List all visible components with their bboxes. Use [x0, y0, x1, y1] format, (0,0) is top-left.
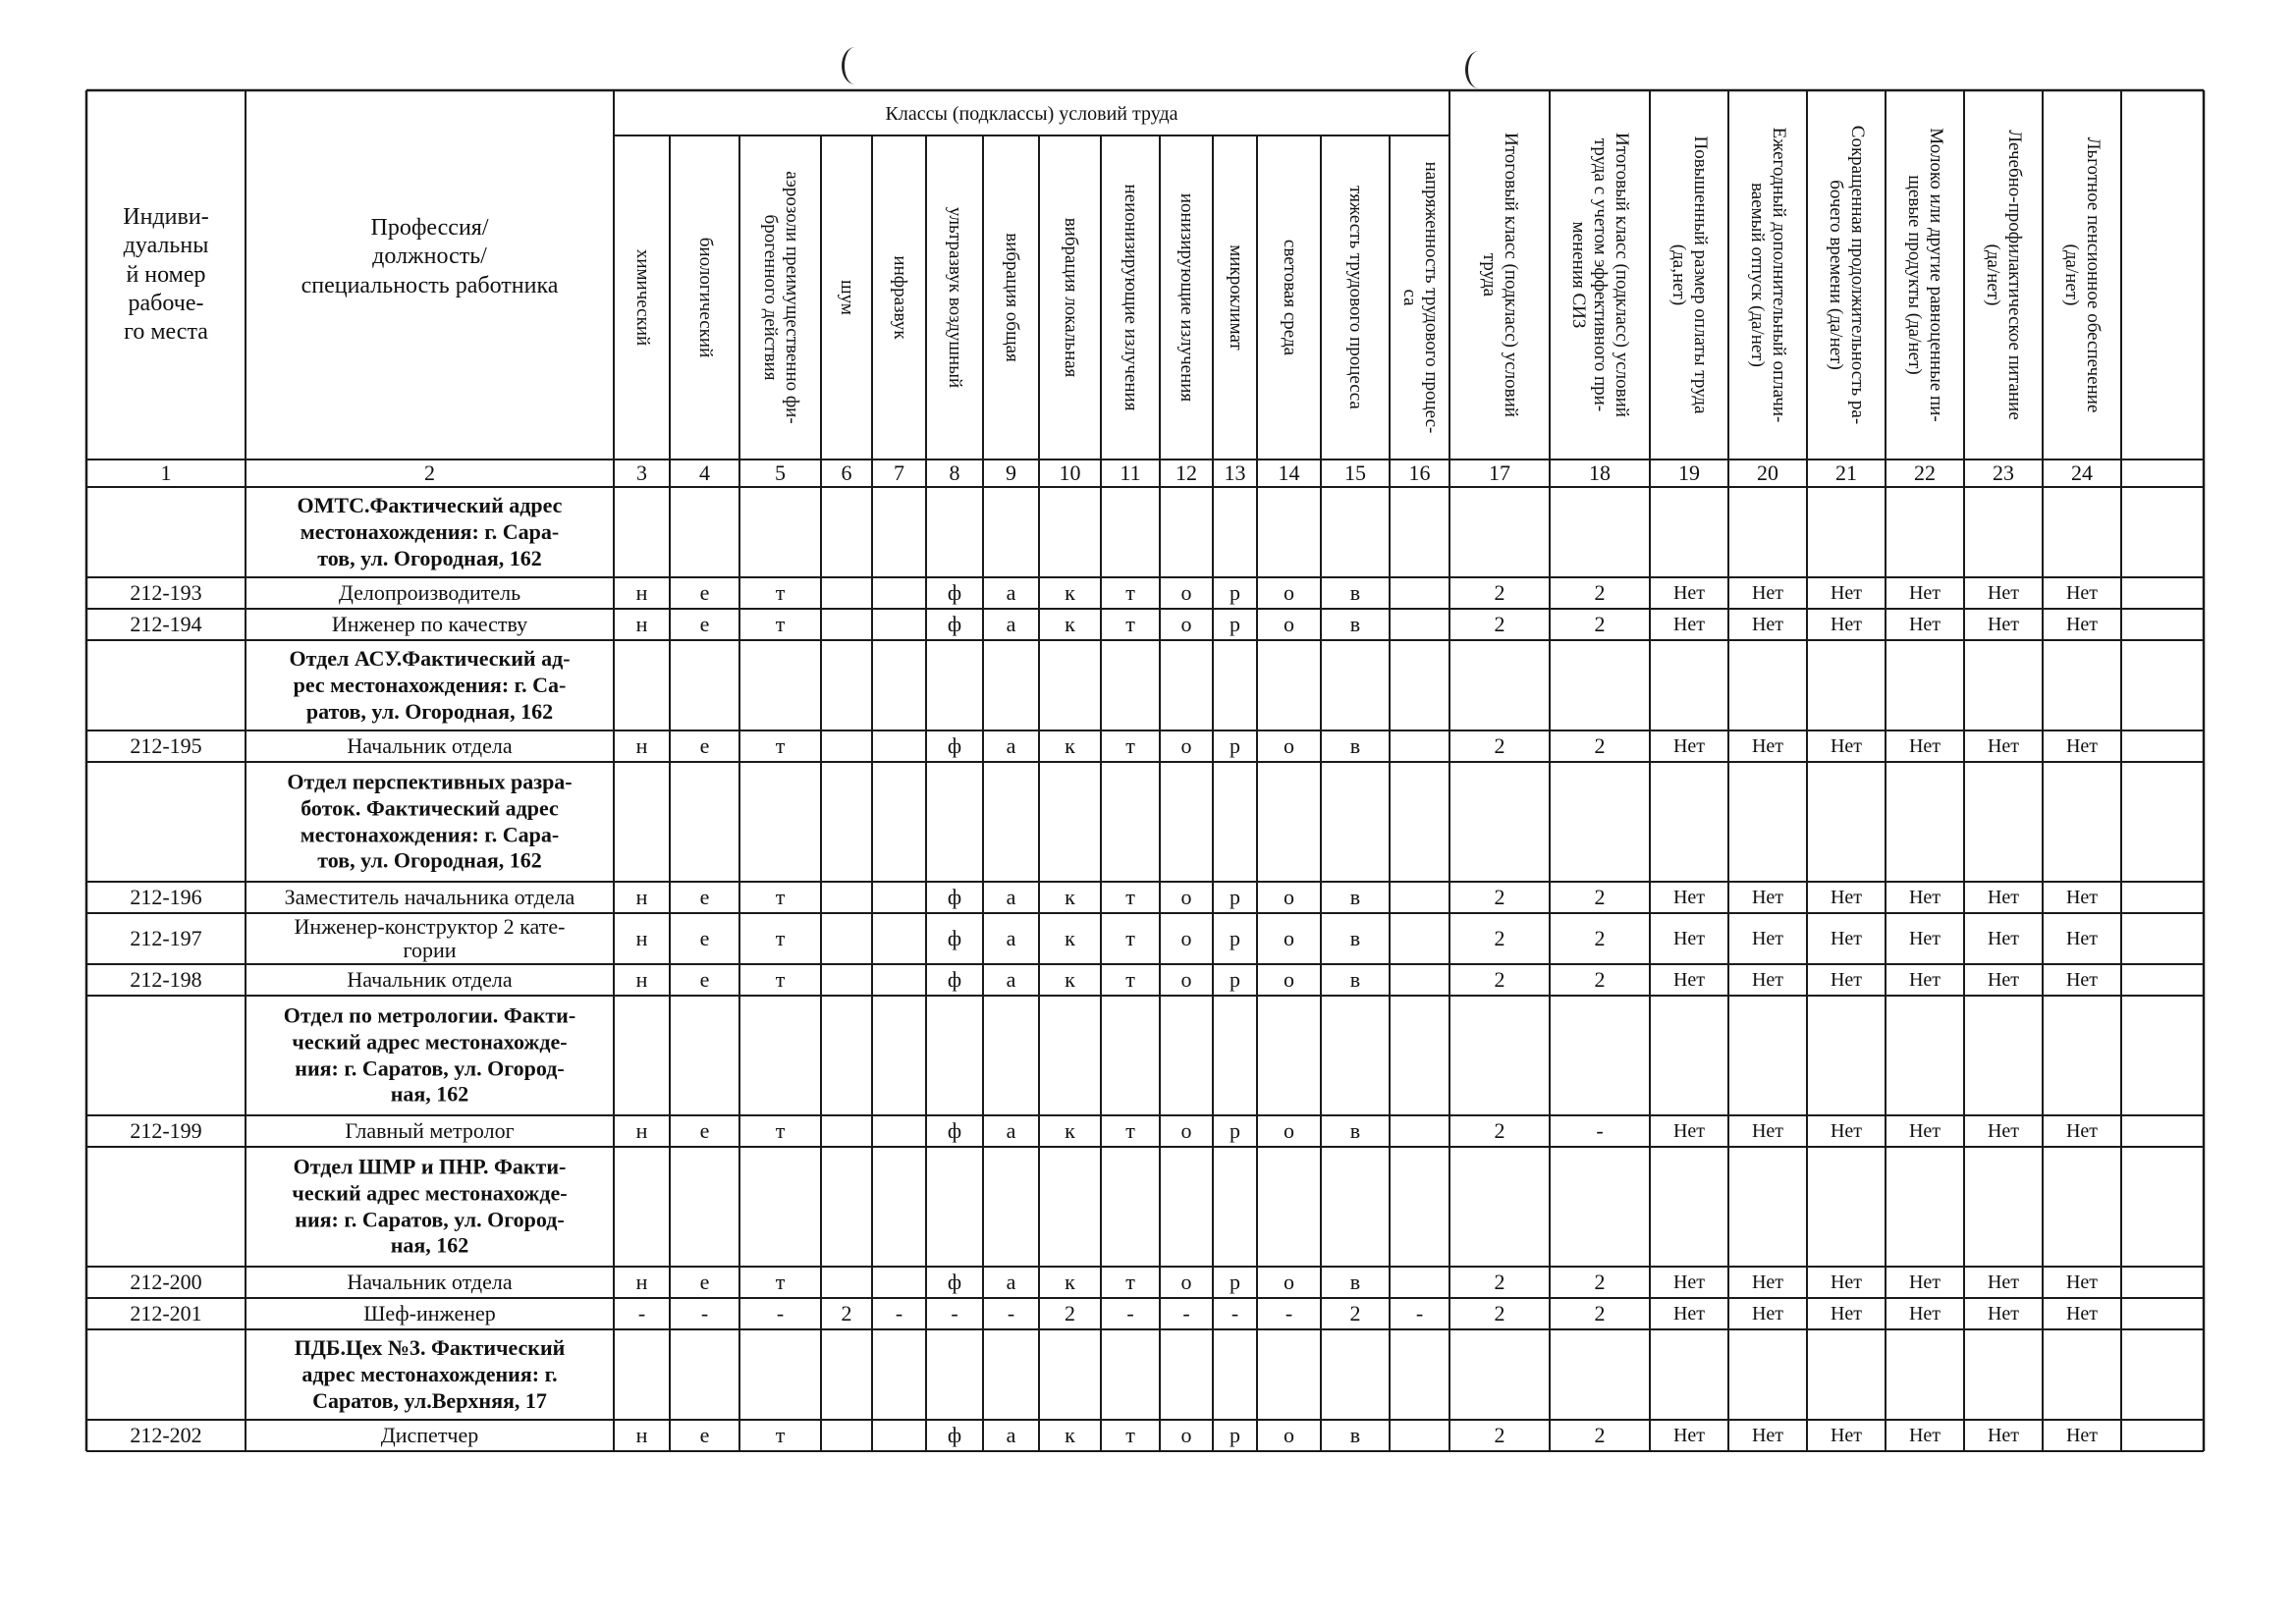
factor-cell: ф — [947, 733, 962, 758]
profession-name: Главный метролог — [345, 1117, 515, 1143]
factor-cell: о — [1284, 1270, 1294, 1294]
factor-cell: о — [1180, 612, 1192, 636]
factor-cell: - — [895, 1301, 903, 1325]
profession-name: Инженер-конструктор 2 кате- гории — [294, 913, 566, 962]
result-cell-c22: Нет — [1908, 582, 1941, 604]
result-cell-c21: Нет — [1830, 735, 1863, 757]
factor-cell: о — [1284, 1118, 1294, 1143]
result-cell-c22: Нет — [1908, 928, 1941, 949]
result-cell-c23: Нет — [1987, 928, 2020, 949]
header-factor-13: микроклимат — [1225, 244, 1246, 351]
factor-cell: р — [1230, 926, 1240, 950]
column-number-6: 6 — [841, 460, 852, 485]
result-cell-c24: Нет — [2065, 1120, 2099, 1142]
result-cell-c24: Нет — [2065, 1303, 2099, 1325]
header-col-24: Льготное пенсионное обеспечение (да/нет) — [2061, 136, 2104, 413]
result-cell-c18: 2 — [1594, 733, 1606, 758]
result-cell-c18: 2 — [1594, 926, 1606, 950]
factor-cell: е — [699, 1423, 710, 1447]
factor-cell: в — [1349, 580, 1361, 605]
factor-cell: р — [1230, 612, 1240, 636]
profession-name: Делопроизводитель — [338, 579, 521, 605]
factor-cell: н — [635, 580, 648, 605]
header-factor-6: шум — [836, 280, 857, 315]
factor-cell: т — [775, 612, 786, 636]
workplace-id: 212-193 — [130, 580, 202, 605]
factor-cell: в — [1349, 1423, 1361, 1447]
workplace-id: 212-195 — [130, 733, 202, 758]
profession-name: Заместитель начальника отдела — [284, 884, 575, 909]
profession-name: Диспетчер — [380, 1422, 479, 1447]
result-cell-c24: Нет — [2065, 582, 2099, 604]
workplace-id: 212-200 — [130, 1270, 202, 1294]
factor-cell: ф — [947, 1423, 962, 1447]
factor-cell: о — [1180, 733, 1192, 758]
factor-cell: р — [1230, 967, 1240, 992]
result-cell-c21: Нет — [1830, 1271, 1863, 1293]
factor-cell: в — [1349, 926, 1361, 950]
factor-cell: к — [1065, 612, 1075, 636]
section-heading: Отдел перспективных разра- боток. Фактический адрес местонахождения: г. Сара- тов, ул. Огородная, 162 — [287, 769, 573, 873]
result-cell-c21: Нет — [1830, 582, 1863, 604]
result-cell-c23: Нет — [1987, 969, 2020, 991]
result-cell-c19: Нет — [1672, 614, 1706, 635]
section-heading: ПДБ.Цех №3. Фактический адрес местонахождения: г. Саратов, ул.Верхняя, 17 — [294, 1334, 566, 1413]
result-cell-c22: Нет — [1908, 1271, 1941, 1293]
factor-cell: а — [1006, 733, 1016, 758]
factor-cell: - — [700, 1301, 709, 1325]
column-number-13: 13 — [1224, 460, 1246, 485]
factor-cell: т — [1125, 580, 1135, 605]
factor-cell: т — [775, 885, 786, 909]
factor-cell: р — [1230, 885, 1240, 909]
workplace-id: 212-202 — [130, 1423, 202, 1447]
factor-cell: н — [635, 1270, 648, 1294]
factor-cell: к — [1065, 580, 1075, 605]
factor-cell: т — [1125, 733, 1135, 758]
factor-cell: - — [1415, 1301, 1424, 1325]
result-cell-c21: Нет — [1830, 887, 1863, 908]
factor-cell: ф — [947, 967, 962, 992]
result-cell-c19: Нет — [1672, 1303, 1706, 1325]
result-cell-c19: Нет — [1672, 735, 1706, 757]
header-factor-11: неионизирующие излучения — [1120, 184, 1141, 411]
result-cell-c19: Нет — [1672, 969, 1706, 991]
header-col-19: Повышенный размер оплаты труда (да,нет) — [1668, 135, 1711, 414]
header-factor-3: химический — [631, 248, 653, 347]
column-number-2: 2 — [424, 460, 435, 485]
column-number-24: 24 — [2071, 460, 2093, 485]
header-col-20: Ежегодный дополнительный оплачи- ваемый отпуск (да/нет) — [1747, 127, 1789, 423]
factor-cell: т — [1125, 967, 1135, 992]
factor-cell: - — [1007, 1301, 1015, 1325]
column-number-11: 11 — [1120, 460, 1141, 485]
header-factor-15: тяжесть трудового процесса — [1344, 186, 1366, 409]
column-number-10: 10 — [1059, 460, 1081, 485]
result-cell-c20: Нет — [1751, 1120, 1784, 1142]
header-col-22: Молоко или другие равноценные пи- щевые продукты (да/нет) — [1904, 128, 1946, 422]
factor-cell: 2 — [841, 1301, 852, 1325]
workplace-id: 212-194 — [130, 612, 202, 636]
result-cell-c20: Нет — [1751, 1271, 1784, 1293]
result-cell-c19: Нет — [1672, 1425, 1706, 1446]
factor-cell: е — [699, 580, 710, 605]
factor-cell: в — [1349, 1270, 1361, 1294]
factor-cell: н — [635, 967, 648, 992]
factor-cell: а — [1006, 580, 1016, 605]
factor-cell: к — [1065, 885, 1075, 909]
workplace-id: 212-198 — [130, 967, 202, 992]
result-cell-c23: Нет — [1987, 735, 2020, 757]
result-cell-c18: 2 — [1594, 1301, 1606, 1325]
header-factor-14: световая среда — [1279, 239, 1300, 356]
result-cell-c24: Нет — [2065, 1271, 2099, 1293]
factor-cell: т — [1125, 1118, 1135, 1143]
result-cell-c17: 2 — [1494, 885, 1505, 909]
result-cell-c23: Нет — [1987, 1303, 2020, 1325]
result-cell-c24: Нет — [2065, 887, 2099, 908]
header-group: Классы (подклассы) условий труда — [885, 103, 1178, 125]
factor-cell: - — [1230, 1301, 1239, 1325]
factor-cell: о — [1180, 1270, 1192, 1294]
factor-cell: т — [775, 580, 786, 605]
factor-cell: ф — [947, 926, 962, 950]
workplace-id: 212-197 — [130, 926, 202, 950]
result-cell-c20: Нет — [1751, 887, 1784, 908]
result-cell-c18: 2 — [1594, 967, 1606, 992]
column-number-15: 15 — [1344, 460, 1366, 485]
result-cell-c22: Нет — [1908, 969, 1941, 991]
column-number-7: 7 — [894, 460, 904, 485]
factor-cell: т — [775, 967, 786, 992]
factor-cell: н — [635, 1423, 648, 1447]
result-cell-c23: Нет — [1987, 614, 2020, 635]
factor-cell: т — [1125, 926, 1135, 950]
factor-cell: о — [1284, 612, 1294, 636]
result-cell-c18: 2 — [1594, 580, 1606, 605]
factor-cell: т — [775, 926, 786, 950]
result-cell-c17: 2 — [1494, 1301, 1505, 1325]
result-cell-c23: Нет — [1987, 1120, 2020, 1142]
factor-cell: в — [1349, 885, 1361, 909]
factor-cell: а — [1006, 612, 1016, 636]
factor-cell: - — [1182, 1301, 1190, 1325]
result-cell-c19: Нет — [1672, 1271, 1706, 1293]
factor-cell: о — [1180, 1423, 1192, 1447]
factor-cell: е — [699, 733, 710, 758]
result-cell-c21: Нет — [1830, 969, 1863, 991]
workplace-id: 212-196 — [130, 885, 202, 909]
result-cell-c17: 2 — [1494, 580, 1505, 605]
factor-cell: о — [1180, 967, 1192, 992]
result-cell-c20: Нет — [1751, 1425, 1784, 1446]
result-cell-c22: Нет — [1908, 887, 1941, 908]
factor-cell: е — [699, 967, 710, 992]
factor-cell: в — [1349, 967, 1361, 992]
header-factor-7: инфразвук — [889, 255, 910, 340]
factor-cell: т — [775, 1423, 786, 1447]
factor-cell: т — [1125, 1423, 1135, 1447]
factor-cell: т — [775, 1118, 786, 1143]
section-heading: Отдел по метрологии. Факти- ческий адрес местонахожде- ния: г. Саратов, ул. Огород- ная, 162 — [283, 1002, 576, 1107]
column-number-18: 18 — [1589, 460, 1611, 485]
column-number-22: 22 — [1914, 460, 1936, 485]
result-cell-c19: Нет — [1672, 1120, 1706, 1142]
result-cell-c24: Нет — [2065, 1425, 2099, 1446]
header-col-18: Итоговый класс (подкласс) условий труда с учетом эффективного при- менения СИЗ — [1568, 133, 1632, 417]
factor-cell: о — [1284, 733, 1294, 758]
factor-cell: в — [1349, 1118, 1361, 1143]
result-cell-c21: Нет — [1830, 1120, 1863, 1142]
factor-cell: т — [1125, 1270, 1135, 1294]
factor-cell: о — [1284, 885, 1294, 909]
factor-cell: р — [1230, 1270, 1240, 1294]
factor-cell: т — [775, 733, 786, 758]
result-cell-c18: 2 — [1594, 612, 1606, 636]
header-factor-5: аэрозоли преимущественно фи- брогенного действия — [759, 171, 802, 424]
header-col2: Профессия/ должность/ специальность работника — [301, 215, 559, 298]
column-number-9: 9 — [1006, 460, 1016, 485]
result-cell-c17: 2 — [1494, 926, 1505, 950]
header-col1: Индиви- дуальны й номер рабоче- го места — [123, 203, 209, 345]
result-cell-c24: Нет — [2065, 969, 2099, 991]
profession-name: Начальник отдела — [347, 966, 513, 992]
factor-cell: н — [635, 1118, 648, 1143]
column-number-14: 14 — [1278, 460, 1300, 485]
factor-cell: к — [1065, 1118, 1075, 1143]
workplace-id: 212-199 — [130, 1118, 202, 1143]
result-cell-c21: Нет — [1830, 1303, 1863, 1325]
column-number-5: 5 — [775, 460, 786, 485]
result-cell-c17: 2 — [1494, 733, 1505, 758]
factor-cell: е — [699, 885, 710, 909]
factor-cell: к — [1065, 1423, 1075, 1447]
factor-cell: н — [635, 885, 648, 909]
factor-cell: а — [1006, 885, 1016, 909]
factor-cell: в — [1349, 733, 1361, 758]
factor-cell: т — [1125, 885, 1135, 909]
result-cell-c18: - — [1596, 1118, 1604, 1143]
profession-name: Шеф-инженер — [363, 1300, 496, 1325]
factor-cell: е — [699, 1270, 710, 1294]
factor-cell: р — [1230, 733, 1240, 758]
factor-cell: 2 — [1349, 1301, 1361, 1325]
result-cell-c17: 2 — [1494, 1423, 1505, 1447]
result-cell-c18: 2 — [1594, 1423, 1606, 1447]
factor-cell: р — [1230, 1423, 1240, 1447]
result-cell-c20: Нет — [1751, 614, 1784, 635]
result-cell-c22: Нет — [1908, 735, 1941, 757]
factor-cell: ф — [947, 1118, 962, 1143]
result-cell-c22: Нет — [1908, 1120, 1941, 1142]
factor-cell: - — [637, 1301, 646, 1325]
profession-name: Инженер по качеству — [331, 611, 528, 636]
profession-name: Начальник отдела — [347, 732, 513, 758]
factor-cell: е — [699, 612, 710, 636]
factor-cell: о — [1284, 580, 1294, 605]
column-number-19: 19 — [1678, 460, 1700, 485]
result-cell-c19: Нет — [1672, 928, 1706, 949]
header-col-17: Итоговый класс (подкласс) условий труда — [1479, 133, 1521, 417]
factor-cell: ф — [947, 580, 962, 605]
factor-cell: а — [1006, 1423, 1016, 1447]
factor-cell: ф — [947, 885, 962, 909]
header-factor-12: ионизирующие излучения — [1175, 192, 1197, 403]
factor-cell: р — [1230, 580, 1240, 605]
result-cell-c22: Нет — [1908, 614, 1941, 635]
factor-cell: т — [775, 1270, 786, 1294]
column-number-1: 1 — [160, 460, 172, 485]
result-cell-c24: Нет — [2065, 735, 2099, 757]
result-cell-c23: Нет — [1987, 582, 2020, 604]
result-cell-c20: Нет — [1751, 928, 1784, 949]
factor-cell: а — [1006, 1270, 1016, 1294]
header-factor-9: вибрация общая — [1001, 233, 1022, 362]
factor-cell: 2 — [1065, 1301, 1075, 1325]
factor-cell: о — [1284, 1423, 1294, 1447]
result-cell-c19: Нет — [1672, 582, 1706, 604]
result-cell-c18: 2 — [1594, 885, 1606, 909]
result-cell-c22: Нет — [1908, 1303, 1941, 1325]
column-number-23: 23 — [1993, 460, 2014, 485]
factor-cell: - — [951, 1301, 958, 1325]
header-factor-10: вибрация локальная — [1060, 217, 1081, 378]
result-cell-c20: Нет — [1751, 735, 1784, 757]
factor-cell: т — [1125, 612, 1135, 636]
factor-cell: ф — [947, 1270, 962, 1294]
result-cell-c17: 2 — [1494, 612, 1505, 636]
result-cell-c17: 2 — [1494, 1118, 1505, 1143]
result-cell-c19: Нет — [1672, 887, 1706, 908]
column-number-3: 3 — [636, 460, 647, 485]
result-cell-c23: Нет — [1987, 1425, 2020, 1446]
header-factor-8: ультразвук воздушный — [944, 206, 965, 389]
factor-cell: к — [1065, 733, 1075, 758]
result-cell-c17: 2 — [1494, 1270, 1505, 1294]
result-cell-c23: Нет — [1987, 1271, 2020, 1293]
factor-cell: - — [1285, 1301, 1293, 1325]
factor-cell: ф — [947, 612, 962, 636]
factor-cell: о — [1180, 1118, 1192, 1143]
result-cell-c21: Нет — [1830, 928, 1863, 949]
column-number-4: 4 — [699, 460, 710, 485]
result-cell-c20: Нет — [1751, 969, 1784, 991]
factor-cell: а — [1006, 1118, 1016, 1143]
header-factor-16: напряженность трудового процес- са — [1398, 161, 1442, 434]
factor-cell: н — [635, 612, 648, 636]
result-cell-c20: Нет — [1751, 582, 1784, 604]
section-heading: ОМТС.Фактический адрес местонахождения: г. Сара- тов, ул. Огородная, 162 — [297, 492, 563, 570]
result-cell-c18: 2 — [1594, 1270, 1606, 1294]
factor-cell: - — [776, 1301, 785, 1325]
factor-cell: о — [1180, 885, 1192, 909]
factor-cell: е — [699, 926, 710, 950]
result-cell-c23: Нет — [1987, 887, 2020, 908]
header-col-23: Лечебно-профилактическое питание (да/нет) — [1983, 130, 2025, 420]
factor-cell: н — [635, 733, 648, 758]
factor-cell: а — [1006, 926, 1016, 950]
column-number-8: 8 — [949, 460, 960, 485]
factor-cell: р — [1230, 1118, 1240, 1143]
header-factor-4: биологический — [694, 237, 716, 358]
factor-cell: о — [1284, 967, 1294, 992]
factor-cell: о — [1180, 926, 1192, 950]
factor-cell: - — [1126, 1301, 1134, 1325]
section-heading: Отдел ШМР и ПНР. Факти- ческий адрес местонахожде- ния: г. Саратов, ул. Огород- ная, 162 — [292, 1154, 568, 1258]
workplace-id: 212-201 — [130, 1301, 202, 1325]
result-cell-c21: Нет — [1830, 1425, 1863, 1446]
factor-cell: е — [699, 1118, 710, 1143]
column-number-17: 17 — [1489, 460, 1510, 485]
column-number-12: 12 — [1175, 460, 1197, 485]
section-heading: Отдел АСУ.Фактический ад- рес местонахождения: г. Са- ратов, ул. Огородная, 162 — [289, 645, 571, 724]
column-number-21: 21 — [1835, 460, 1857, 485]
factor-cell: а — [1006, 967, 1016, 992]
factor-cell: к — [1065, 926, 1075, 950]
factor-cell: к — [1065, 1270, 1075, 1294]
factor-cell: о — [1180, 580, 1192, 605]
header-col-21: Сокращенная продолжительность ра- бочего времени (да/нет) — [1826, 125, 1868, 425]
column-number-20: 20 — [1757, 460, 1778, 485]
column-number-16: 16 — [1408, 460, 1431, 485]
result-cell-c21: Нет — [1830, 614, 1863, 635]
result-cell-c17: 2 — [1494, 967, 1505, 992]
result-cell-c24: Нет — [2065, 614, 2099, 635]
profession-name: Начальник отдела — [347, 1269, 513, 1294]
factor-cell: к — [1065, 967, 1075, 992]
factor-cell: в — [1349, 612, 1361, 636]
factor-cell: н — [635, 926, 648, 950]
result-cell-c24: Нет — [2065, 928, 2099, 949]
result-cell-c20: Нет — [1751, 1303, 1784, 1325]
factor-cell: о — [1284, 926, 1294, 950]
result-cell-c22: Нет — [1908, 1425, 1941, 1446]
